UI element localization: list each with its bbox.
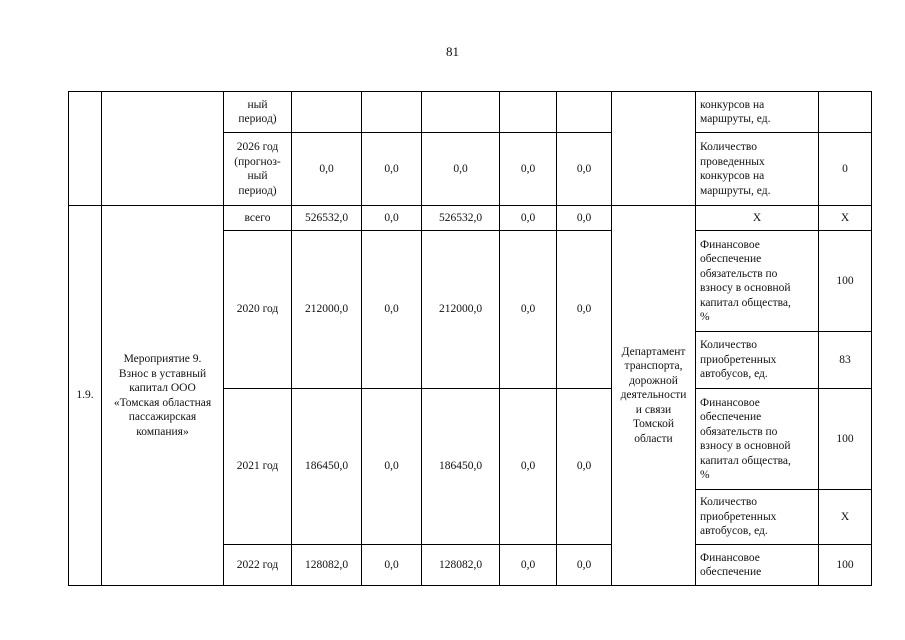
value-cell <box>500 92 557 133</box>
indicator-cell: Количество приобретенных автобусов, ед. <box>696 332 819 389</box>
value-cell: 186450,0 <box>292 389 362 545</box>
year-cell: 2022 год <box>224 545 292 586</box>
value-cell: 0,0 <box>557 231 612 389</box>
year-cell: 2020 год <box>224 231 292 389</box>
value-cell: 0,0 <box>362 389 422 545</box>
value-cell: 0,0 <box>422 133 500 206</box>
table-row <box>69 92 872 133</box>
value-cell <box>362 92 422 133</box>
value-cell: 0,0 <box>500 133 557 206</box>
value-cell: 0,0 <box>292 133 362 206</box>
indicator-cell: Количество приобретенных автобусов, ед. <box>696 490 819 545</box>
target-cell <box>819 92 872 133</box>
value-cell: 0,0 <box>500 206 557 231</box>
target-cell: Х <box>819 490 872 545</box>
name-cell <box>102 92 224 206</box>
target-cell: 100 <box>819 545 872 586</box>
value-cell: 0,0 <box>362 133 422 206</box>
indicator-cell: Финансовое обеспечение обязательств по взносу в основной капитал общества, % <box>696 231 819 332</box>
indicator-cell: конкурсов на маршруты, ед. <box>696 92 819 133</box>
year-cell: ный период) <box>224 92 292 133</box>
value-cell: 0,0 <box>500 545 557 586</box>
value-cell: 0,0 <box>362 545 422 586</box>
value-cell <box>557 92 612 133</box>
indicator-cell: Финансовое обеспечение обязательств по взносу в основной капитал общества, % <box>696 389 819 490</box>
number-cell <box>69 92 102 206</box>
value-cell: 526532,0 <box>422 206 500 231</box>
executor-cell <box>612 92 696 206</box>
value-cell <box>292 92 362 133</box>
value-cell: 212000,0 <box>292 231 362 389</box>
value-cell: 186450,0 <box>422 389 500 545</box>
target-cell: Х <box>819 206 872 231</box>
target-cell: 83 <box>819 332 872 389</box>
page-number: 81 <box>446 44 459 59</box>
value-cell <box>422 92 500 133</box>
value-cell: 128082,0 <box>422 545 500 586</box>
indicator-cell: Финансовое обеспечение <box>696 545 819 586</box>
item-number: 1.9. <box>69 206 102 586</box>
value-cell: 0,0 <box>500 231 557 389</box>
target-cell: 100 <box>819 389 872 490</box>
value-cell: 0,0 <box>557 389 612 545</box>
value-cell: 526532,0 <box>292 206 362 231</box>
value-cell: 0,0 <box>362 206 422 231</box>
value-cell: 0,0 <box>362 231 422 389</box>
value-cell: 0,0 <box>557 545 612 586</box>
indicator-cell: Количество проведенных конкурсов на маршруты, ед. <box>696 133 819 206</box>
target-cell: 0 <box>819 133 872 206</box>
indicator-cell: Х <box>696 206 819 231</box>
year-cell: всего <box>224 206 292 231</box>
value-cell: 212000,0 <box>422 231 500 389</box>
value-cell: 0,0 <box>557 206 612 231</box>
year-cell: 2021 год <box>224 389 292 545</box>
value-cell: 0,0 <box>500 389 557 545</box>
year-cell: 2026 год (прогноз- ный период) <box>224 133 292 206</box>
executor-cell: Департамент транспорта, дорожной деятельности и связи Томской области <box>612 206 696 586</box>
value-cell: 128082,0 <box>292 545 362 586</box>
target-cell: 100 <box>819 231 872 332</box>
table-row <box>69 206 872 231</box>
value-cell: 0,0 <box>557 133 612 206</box>
item-name: Мероприятие 9. Взнос в уставный капитал ООО «Томская областная пассажирская компания» <box>102 206 224 586</box>
program-table <box>68 91 872 586</box>
